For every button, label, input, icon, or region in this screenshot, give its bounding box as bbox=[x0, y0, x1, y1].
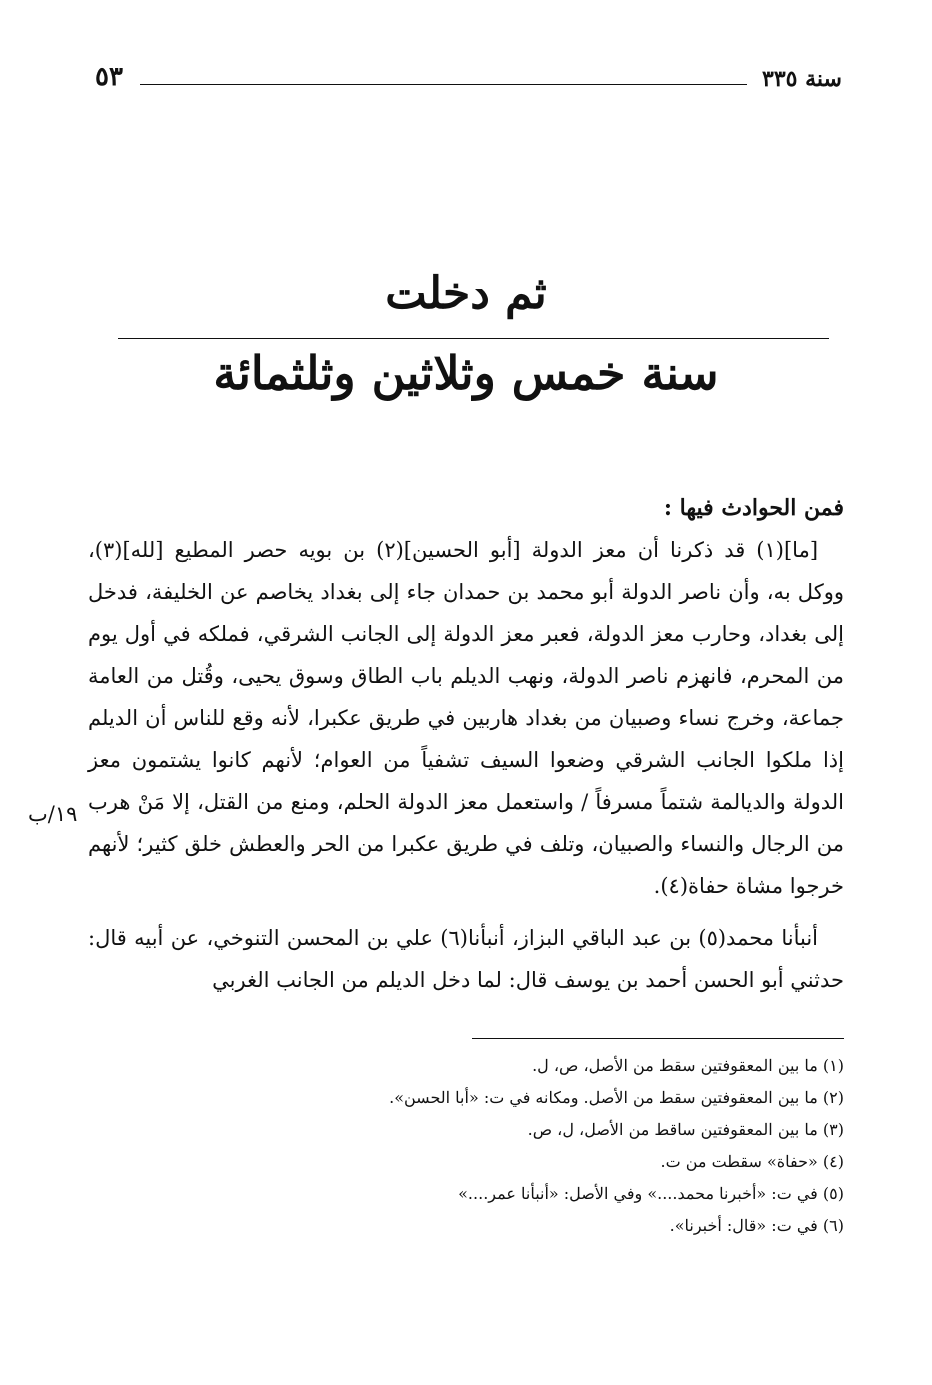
header-rule bbox=[140, 84, 747, 85]
footnotes bbox=[120, 1050, 844, 1242]
manuscript-folio-note: ١٩/ب bbox=[28, 802, 78, 826]
body-paragraph: [ما](١) قد ذكرنا أن معز الدولة [أبو الحسين](٢) بن بويه حصر المطيع [لله](٣)، ووكل به، وأن ناصر الدولة أبو محمد بن حمدان جاء إلى بغداد يخاصم عن الخليفة، فدخل إلى بغداد، وحارب معز الدولة، فعبر معز الدولة إلى الجانب الشرقي، فملكه في أول يوم من المحرم، فانهزم ناصر الدولة، ونهب الديلم باب الطاق وسوق يحيى، وقُتل من العامة جماعة، وخرج نساء وصبيان من بغداد هاربين في طريق عكبرا، لأنه وقع للناس أن الديلم إذا ملكوا الجانب الشرقي وضعوا السيف تشفياً من العوام؛ لأنهم كانوا يشتمون معز الدولة والديالمة شتماً مسرفاً / واستعمل معز الدولة الحلم، ومنع من القتل، إلا مَنْ هرب من الرجال والنساء والصبيان، وتلف في طريق عكبرا من الحر والعطش خلق كثير؛ لأنهم خرجوا مشاة حفاة(٤). bbox=[88, 538, 844, 898]
footnote: (٥) في ت: «أخبرنا محمد....» وفي الأصل: «أنبأنا عمر....» bbox=[458, 1184, 844, 1203]
footnote: (١) ما بين المعقوفتين سقط من الأصل، ص، ل. bbox=[532, 1056, 844, 1075]
footnote: (٢) ما بين المعقوفتين سقط من الأصل. ومكانه في ت: «أبا الحسن». bbox=[389, 1088, 844, 1107]
section-heading: فمن الحوادث فيها : bbox=[663, 495, 844, 521]
footnote: (٣) ما بين المعقوفتين ساقط من الأصل، ل، ص. bbox=[527, 1120, 844, 1139]
footnote: (٦) في ت: «قال: أخبرنا». bbox=[669, 1216, 844, 1235]
chapter-pre-title: ثم دخلت bbox=[385, 268, 547, 319]
running-header bbox=[95, 62, 842, 96]
running-header-year: سنة ٣٣٥ bbox=[762, 66, 842, 92]
chapter-main-title: سنة خمس وثلاثين وثلثمائة bbox=[213, 346, 719, 400]
footnote: (٤) «حفاة» سقطت من ت. bbox=[660, 1152, 844, 1171]
chapter-title-rule bbox=[118, 338, 829, 339]
page-number: ٥٣ bbox=[95, 62, 123, 92]
body-text bbox=[88, 487, 844, 1001]
footnote-rule bbox=[472, 1038, 844, 1039]
body-paragraph: أنبأنا محمد(٥) بن عبد الباقي البزاز، أنبأنا(٦) علي بن المحسن التنوخي، عن أبيه قال: حدثني أبو الحسن أحمد بن يوسف قال: لما دخل الديلم من الجانب الغربي bbox=[88, 926, 844, 992]
